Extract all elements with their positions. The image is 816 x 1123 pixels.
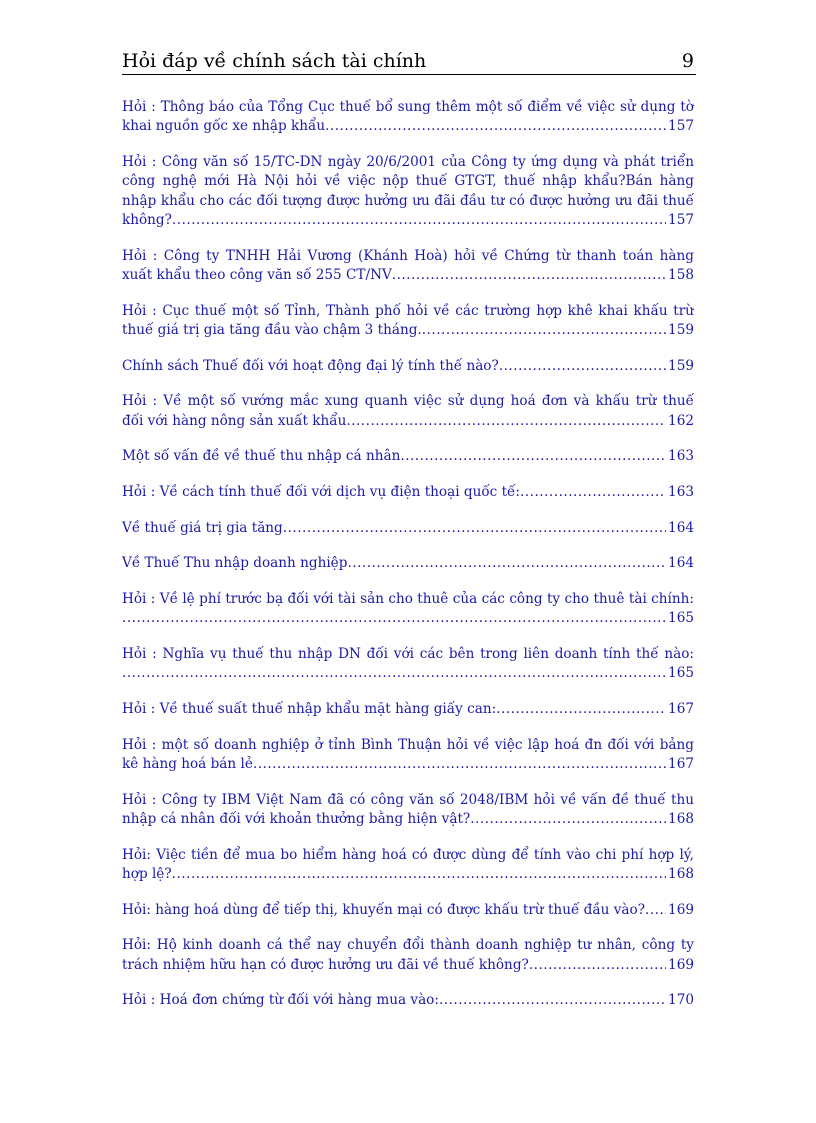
toc-entry-page-number: 163	[668, 483, 694, 500]
toc-entry[interactable]	[122, 590, 694, 629]
toc-entry-leader-line	[122, 357, 694, 376]
toc-entry-leader-line	[122, 700, 694, 719]
toc-entry-text-line: Hỏi : Về một số vướng mắc xung quanh việc sử dụng hoá đơn và khấu trừ thuế	[122, 393, 694, 410]
toc-entry[interactable]	[122, 936, 694, 975]
toc-entry-text-last: kê hàng hoá bán lẻ	[122, 755, 253, 772]
toc-entry-text-last: khai nguồn gốc xe nhập khẩu	[122, 118, 326, 135]
toc-entry-page-number: 157	[668, 211, 694, 228]
dot-leader	[400, 447, 666, 466]
toc-entry-page-number: 158	[668, 266, 694, 283]
toc-entry[interactable]	[122, 791, 694, 830]
toc-entry-page-number: 163	[668, 448, 694, 465]
toc-entry-text-line: Hỏi : Về lệ phí trước bạ đối với tài sản cho thuê của các công ty cho thuê tài chính:	[122, 590, 694, 607]
toc-entry-text-line: Hỏi : Cục thuế một số Tỉnh, Thành phố hỏi về các trường hợp khê khai khấu trừ	[122, 302, 694, 319]
toc-entry-leader-line	[122, 755, 694, 774]
dot-leader	[422, 321, 666, 340]
toc-entry-page-number: 168	[668, 865, 694, 882]
toc-entry-page-number: 159	[668, 357, 694, 374]
page-header	[122, 48, 696, 75]
dot-leader	[499, 357, 666, 376]
toc-entry-text-line: Hỏi: Hộ kinh doanh cá thể nay chuyển đổi thành doanh nghiệp tư nhân, công ty	[122, 937, 694, 954]
toc-entry-text-line: công nghệ mới Hà Nội hỏi về việc nộp thuế GTGT, thuế nhập khẩu?Bán hàng	[122, 173, 694, 190]
toc-entry-page-number: 169	[668, 901, 694, 918]
header-title: Hỏi đáp về chính sách tài chính	[122, 50, 427, 72]
toc-entry[interactable]	[122, 302, 694, 341]
toc-entry[interactable]	[122, 736, 694, 775]
toc-entry-page-number: 167	[668, 755, 694, 772]
dot-leader	[122, 664, 666, 683]
toc-entry-leader-line	[122, 321, 694, 340]
toc-entry[interactable]	[122, 519, 694, 538]
toc-entry-text-last: đối với hàng nông sản xuất khẩu	[122, 412, 347, 429]
toc-entry-leader-line	[122, 554, 694, 573]
toc-entry-page-number: 165	[668, 610, 694, 627]
toc-entry-leader-line	[122, 266, 694, 285]
toc-entry-leader-line	[122, 865, 694, 884]
toc-entry[interactable]	[122, 447, 694, 466]
dot-leader	[392, 266, 666, 285]
toc-entry[interactable]	[122, 645, 694, 684]
toc-entry-text-last: trách nhiệm hữu hạn có được hưởng ưu đãi về thuế không?	[122, 956, 529, 973]
toc-entry-leader-line	[122, 117, 694, 136]
dot-leader	[346, 412, 666, 431]
toc-entry-text-last: Hỏi : Về cách tính thuế đối với dịch vụ điện thoại quốc tế:	[122, 483, 520, 500]
toc-entry-leader-line	[122, 991, 694, 1010]
toc-entry-text-line: Hỏi : Nghĩa vụ thuế thu nhập DN đối với các bên trong liên doanh tính thế nào:	[122, 645, 694, 662]
toc-entry-page-number: 164	[668, 519, 694, 536]
toc-entry[interactable]	[122, 991, 694, 1010]
dot-leader	[122, 609, 666, 628]
toc-entry-leader-line	[122, 609, 694, 628]
toc-entry-page-number: 162	[668, 412, 694, 429]
dot-leader	[325, 117, 666, 136]
toc-entry-text-line: Hỏi: Việc tiền để mua bo hiểm hàng hoá có được dùng để tính vào chi phí hợp lý,	[122, 846, 694, 863]
toc-entry-leader-line	[122, 412, 694, 431]
toc-entry-text-last: Hỏi: hàng hoá dùng để tiếp thị, khuyến mại có được khấu trừ thuế đầu vào?	[122, 901, 645, 918]
toc-entry[interactable]	[122, 901, 694, 920]
dot-leader	[283, 519, 666, 538]
table-of-contents	[122, 98, 694, 1027]
toc-entry-page-number: 165	[668, 665, 694, 682]
dot-leader	[529, 956, 666, 975]
toc-entry-page-number: 167	[668, 700, 694, 717]
toc-entry[interactable]	[122, 483, 694, 502]
toc-entry-text-line: Hỏi : Công văn số 15/TC-DN ngày 20/6/2001 của Công ty ứng dụng và phát triển	[122, 153, 694, 170]
toc-entry-text-last: Về Thuế Thu nhập doanh nghiệp	[122, 555, 348, 572]
dot-leader	[645, 901, 666, 920]
toc-entry[interactable]	[122, 357, 694, 376]
dot-leader	[172, 211, 666, 230]
toc-entry-text-last: thuế giá trị gia tăng đầu vào chậm 3 tháng.	[122, 321, 422, 338]
dot-leader	[496, 700, 666, 719]
toc-entry-text-last: Chính sách Thuế đối với hoạt động đại lý tính thế nào?	[122, 357, 499, 374]
dot-leader	[347, 554, 666, 573]
toc-entry-page-number: 170	[668, 992, 694, 1009]
toc-entry[interactable]	[122, 153, 694, 230]
toc-entry-leader-line	[122, 664, 694, 683]
toc-entry-page-number: 159	[668, 321, 694, 338]
toc-entry-text-line: Hỏi : Công ty TNHH Hải Vương (Khánh Hoà) hỏi về Chứng từ thanh toán hàng	[122, 247, 694, 264]
dot-leader	[439, 991, 666, 1010]
toc-entry-page-number: 157	[668, 118, 694, 135]
toc-entry-text-last: hợp lệ?	[122, 865, 172, 882]
toc-entry-text-line: Hỏi : Thông báo của Tổng Cục thuế bổ sung thêm một số điểm về việc sử dụng tờ	[122, 99, 694, 115]
toc-entry-leader-line	[122, 211, 694, 230]
toc-entry-text-last: không?	[122, 211, 172, 228]
toc-entry-leader-line	[122, 810, 694, 829]
toc-entry-leader-line	[122, 901, 694, 920]
header-page-number: 9	[681, 50, 694, 72]
dot-leader	[172, 865, 666, 884]
toc-entry-page-number: 168	[668, 810, 694, 827]
toc-entry[interactable]	[122, 700, 694, 719]
toc-entry-leader-line	[122, 483, 694, 502]
toc-entry-text-last: nhập cá nhân đối với khoản thưởng bằng hiện vật?	[122, 810, 471, 827]
toc-entry-leader-line	[122, 519, 694, 538]
toc-entry-text-last: Một số vấn đề về thuế thu nhập cá nhân	[122, 448, 401, 465]
dot-leader	[253, 755, 666, 774]
toc-entry[interactable]	[122, 98, 694, 137]
toc-entry-text-line: Hỏi : Công ty IBM Việt Nam đã có công văn số 2048/IBM hỏi về vấn đề thuế thu	[122, 791, 694, 808]
toc-entry-text-last: Hỏi : Về thuế suất thuế nhập khẩu mặt hàng giấy can:	[122, 700, 497, 717]
toc-entry[interactable]	[122, 392, 694, 431]
toc-entry-leader-line	[122, 956, 694, 975]
toc-entry-text-line: Hỏi : một số doanh nghiệp ở tỉnh Bình Thuận hỏi về việc lập hoá đn đối với bảng	[122, 736, 694, 753]
toc-entry-leader-line	[122, 447, 694, 466]
toc-entry-text-last: xuất khẩu theo công văn số 255 CT/NV	[122, 266, 392, 283]
dot-leader	[520, 483, 666, 502]
toc-entry[interactable]	[122, 554, 694, 573]
toc-entry[interactable]	[122, 247, 694, 286]
toc-entry[interactable]	[122, 846, 694, 885]
dot-leader	[470, 810, 666, 829]
toc-entry-text-line: nhập khẩu cho các đối tượng được hưởng ưu đãi đầu tư có được hưởng ưu đãi thuế	[122, 192, 694, 209]
toc-entry-page-number: 164	[668, 555, 694, 572]
toc-entry-text-last: Về thuế giá trị gia tăng	[122, 519, 283, 536]
toc-entry-page-number: 169	[668, 956, 694, 973]
toc-entry-text-last: Hỏi : Hoá đơn chứng từ đối với hàng mua vào:	[122, 992, 439, 1009]
